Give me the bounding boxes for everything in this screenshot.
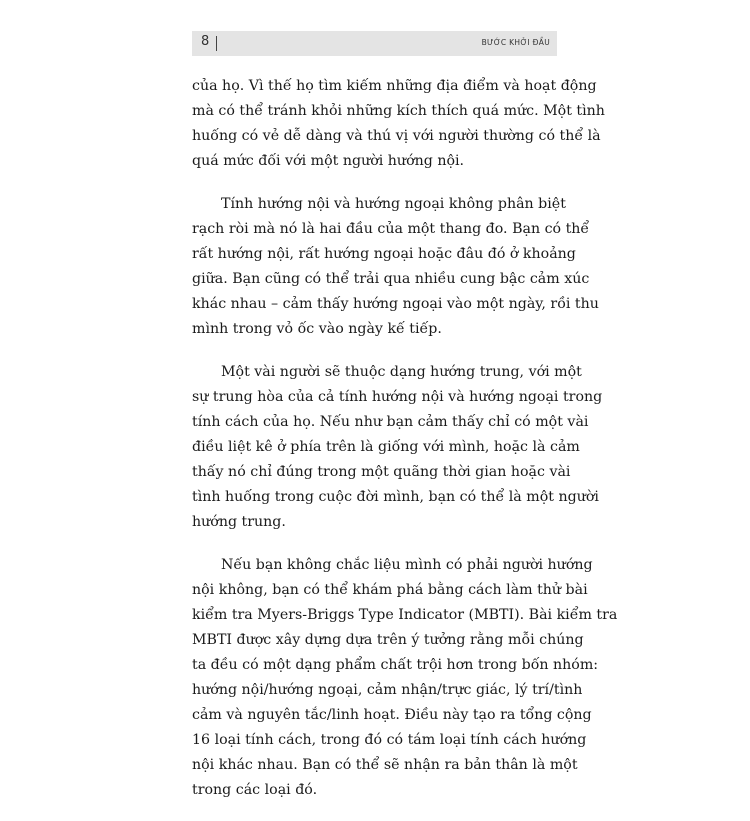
paragraph bbox=[192, 360, 603, 535]
text-line: nội không, bạn có thể khám phá bằng cách làm thử bài bbox=[192, 582, 588, 598]
text-line: ta đều có một dạng phẩm chất trội hơn trong bốn nhóm: bbox=[192, 657, 599, 673]
text-line: giữa. Bạn cũng có thể trải qua nhiều cung bậc cảm xúc bbox=[192, 271, 590, 287]
text-line: MBTI được xây dựng dựa trên ý tưởng rằng mỗi chúng bbox=[192, 632, 584, 648]
text-line: thấy nó chỉ đúng trong một quãng thời gian hoặc vài bbox=[192, 464, 571, 480]
text-line: rất hướng nội, rất hướng ngoại hoặc đâu đó ở khoảng bbox=[192, 246, 576, 262]
text-line: tình huống trong cuộc đời mình, bạn có thể là một người bbox=[192, 489, 599, 505]
header-divider bbox=[216, 36, 217, 51]
paragraph bbox=[192, 192, 599, 342]
text-line: rạch ròi mà nó là hai đầu của một thang đo. Bạn có thể bbox=[192, 221, 590, 237]
text-line: sự trung hòa của cả tính hướng nội và hướng ngoại trong bbox=[192, 389, 603, 405]
text-line: hướng trung. bbox=[192, 514, 286, 530]
text-line: Tính hướng nội và hướng ngoại không phân biệt bbox=[221, 196, 566, 212]
page-header bbox=[192, 31, 557, 56]
text-line: Một vài người sẽ thuộc dạng hướng trung, với một bbox=[221, 364, 582, 380]
text-line: hướng nội/hướng ngoại, cảm nhận/trực giác, lý trí/tình bbox=[192, 682, 583, 698]
body-text bbox=[192, 74, 618, 821]
text-line: trong các loại đó. bbox=[192, 782, 318, 798]
text-line: nội khác nhau. Bạn có thể sẽ nhận ra bản thân là một bbox=[192, 757, 578, 773]
text-line: tính cách của họ. Nếu như bạn cảm thấy chỉ có một vài bbox=[192, 414, 589, 430]
text-line: mà có thể tránh khỏi những kích thích quá mức. Một tình bbox=[192, 103, 605, 119]
page-number: 8 bbox=[201, 34, 210, 49]
text-line: quá mức đối với một người hướng nội. bbox=[192, 153, 465, 169]
paragraph bbox=[192, 74, 605, 174]
text-line: của họ. Vì thế họ tìm kiếm những địa điểm và hoạt động bbox=[192, 78, 597, 94]
paragraph bbox=[192, 553, 618, 803]
text-line: huống có vẻ dễ dàng và thú vị với người thường có thể là bbox=[192, 128, 601, 144]
text-line: cảm và nguyên tắc/linh hoạt. Điều này tạo ra tổng cộng bbox=[192, 707, 592, 723]
text-line: mình trong vỏ ốc vào ngày kế tiếp. bbox=[192, 321, 442, 337]
text-line: khác nhau – cảm thấy hướng ngoại vào một ngày, rồi thu bbox=[192, 296, 599, 312]
text-line: kiểm tra Myers-Briggs Type Indicator (MBTI). Bài kiểm tra bbox=[192, 607, 618, 623]
text-line: 16 loại tính cách, trong đó có tám loại tính cách hướng bbox=[192, 732, 587, 748]
running-head: BƯỚC KHỞI ĐẦU bbox=[481, 38, 550, 47]
text-line: Nếu bạn không chắc liệu mình có phải người hướng bbox=[221, 557, 593, 573]
text-line: điều liệt kê ở phía trên là giống với mình, hoặc là cảm bbox=[192, 439, 580, 455]
